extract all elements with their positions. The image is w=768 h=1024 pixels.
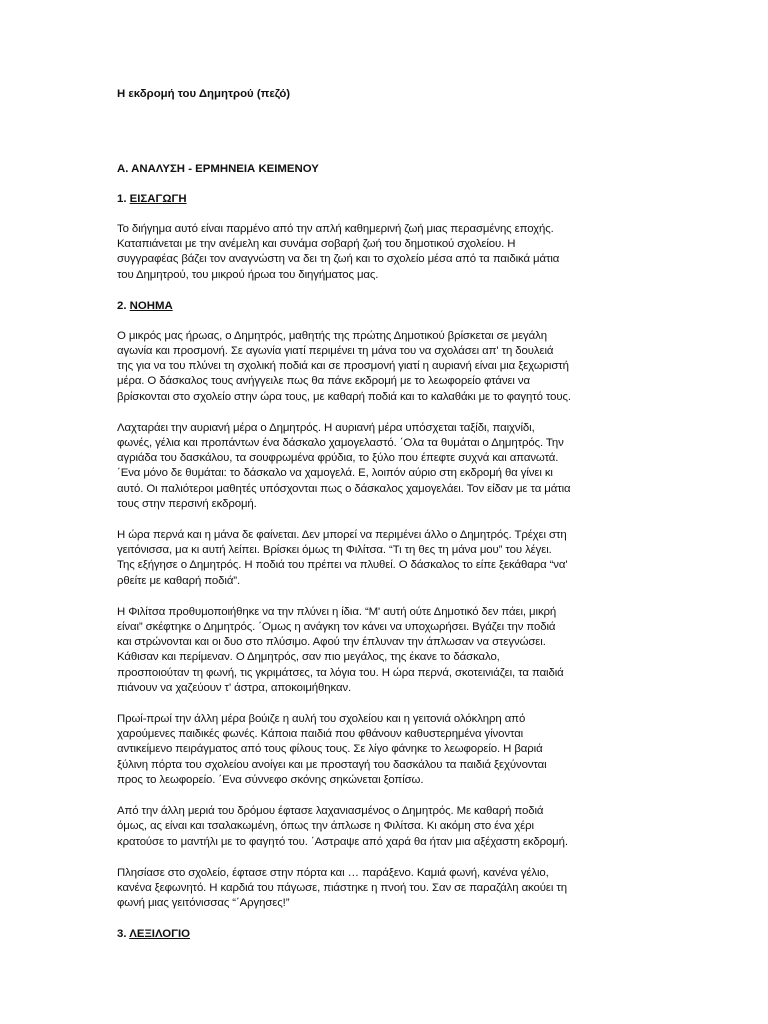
meaning-paragraph-5: Πρωί-πρωί την άλλη μέρα βούιζε η αυλή του σχολείου και η γειτονιά ολόκληρη από χαρούμενες παιδικές φωνές. Κάποια παιδιά που φθάνουν καθυστερημένα γίνονται αντικείμενο πειράγματος από τους φίλους τους. Σε λίγο φάνηκε το λεωφορείο. Η βαριά ξύλινη πόρτα του σχολείου ανοίγει και με προσταγή του δασκάλου τα παιδιά ξεχύνονται προς το λεωφορείο. ΄Ενα σύννεφο σκόνης σηκώνεται ξοπίσω. (117, 713, 547, 786)
subheading-number: 1. (117, 193, 130, 205)
meaning-paragraph-1: Ο μικρός μας ήρωας, ο Δημητρός, μαθητής της πρώτης Δημοτικού βρίσκεται σε μεγάλη αγωνία και προσμονή. Σε αγωνία γιατί περιμένει τη μάνα του να σχολάσει απ' τη δουλειά της για να του πλύνει τη σχολική ποδιά και σε προσμονή γιατί η αυριανή είναι μια ξεχωριστή μέρα. Ο δάσκαλος τους ανήγγειλε πως θα πάνε εκδρομή με το λεωφορείο φτάνει να βρίσκονται στο σχολείο στην ώρα τους, με καθαρή ποδιά και το καλαθάκι με το φαγητό τους. (117, 329, 571, 403)
subheading-label: ΛΕΞΙΛΟΓΙΟ (129, 928, 190, 941)
section-heading-analysis: Α. ΑΝΑΛΥΣΗ - ΕΡΜΗΝΕΙΑ ΚΕΙΜΕΝΟΥ (117, 163, 319, 175)
document-page (117, 87, 647, 942)
document-title: Η εκδρομή του Δημητρού (πεζό) (117, 88, 291, 100)
subheading-meaning (117, 299, 647, 314)
intro-paragraph: Το διήγημα αυτό είναι παρμένο από την απλή καθημερινή ζωή μιας περασμένης εποχής. Καταπιάνεται με την ανέμελη και συνάμα σοβαρή ζωή του δημοτικού σχολείου. Η συγγραφέας βάζει τον αναγνώστη να δει τη ζωή και το σχολείο μέσα από τα παιδικά μάτια του Δημητρού, του μικρού ήρωα του διηγήματος μας. (117, 223, 560, 281)
subheading-label: ΝΟΗΜΑ (129, 299, 173, 312)
meaning-paragraph-4: Η Φιλίτσα προθυμοποιήθηκε να την πλύνει η ίδια. “Μ' αυτή ούτε Δημοτικό δεν πάει, μικρή είναι” σκέφτηκε ο Δημητρός. ΄Ομως η ανάγκη τον κάνει να υποχωρήσει. Βγάζει την ποδιά και στρώνονται και οι δυο στο πλύσιμο. Αφού την έπλυναν την άπλωσαν να στεγνώσει. Κάθισαν και περίμεναν. Ο Δημητρός, σαν πιο μεγάλος, της έκανε το δάσκαλο, προσποιούταν τη φωνή, τις γκριμάτσες, τα λόγια του. Η ώρα περνά, σκοτεινιάζει, τα παιδιά πιάνουν να χαζεύουν τ' άστρα, αποκοιμήθηκαν. (117, 605, 564, 694)
subheading-number: 2. (117, 299, 130, 312)
subheading-introduction (117, 192, 647, 207)
meaning-paragraph-2: Λαχταράει την αυριανή μέρα ο Δημητρός. Η αυριανή μέρα υπόσχεται ταξίδι, παιχνίδι, φωνές, γέλια και προπάντων ένα δάσκαλο χαμογελαστό. ΄Ολα τα θυμάται ο Δημητρός. Την αγριάδα του δασκάλου, τα σουφρωμένα φρύδια, το ξύλο που έπεφτε συχνά και απανωτά. ΄Ενα μόνο δε θυμάται: το δάσκαλο να χαμογελά. Ε, λοιπόν αύριο στη εκδρομή θα γίνει κι αυτό. Οι παλιότεροι μαθητές υπόσχονται πως ο δάσκαλος χαμογελάει. Τον είδαν με τα μάτια τους στην περσινή εκδρομή. (117, 421, 571, 510)
subheading-label: ΕΙΣΑΓΩΓΗ (129, 193, 187, 205)
meaning-paragraph-7: Πλησίασε στο σχολείο, έφτασε στην πόρτα και … παράξενο. Καμιά φωνή, κανένα γέλιο, κανένα ξεφωνητό. Η καρδιά του πάγωσε, πιάστηκε η πνοή του. Σαν σε παραζάλη ακούει τη φωνή μιας γειτόνισσας “΄Αργησες!” (117, 866, 567, 910)
meaning-paragraph-3: Η ώρα περνά και η μάνα δε φαίνεται. Δεν μπορεί να περιμένει άλλο ο Δημητρός. Τρέχει στη γειτόνισσα, μα κι αυτή λείπει. Βρίσκει όμως τη Φιλίτσα. “Τι τη θες τη μάνα μου” του λέγει. Της εξήγησε ο Δημητρός. Η ποδιά του πρέπει να πλυθεί. Ο δάσκαλος το είπε ξεκάθαρα “να' ρθείτε με καθαρή ποδιά”. (117, 529, 568, 587)
subheading-number: 3. (117, 928, 130, 941)
meaning-paragraph-6: Από την άλλη μεριά του δρόμου έφτασε λαχανιασμένος ο Δημητρός. Με καθαρή ποδιά όμως, ας είναι και τσαλακωμένη, όπως την άπλωσε η Φιλίτσα. Κι ακόμη στο ένα χέρι κρατούσε το μαντήλι με το φαγητό του. ΄Αστραψε από χαρά θα ήταν μια αξέχαστη εκδρομή. (117, 805, 568, 848)
subheading-vocabulary (117, 927, 647, 942)
